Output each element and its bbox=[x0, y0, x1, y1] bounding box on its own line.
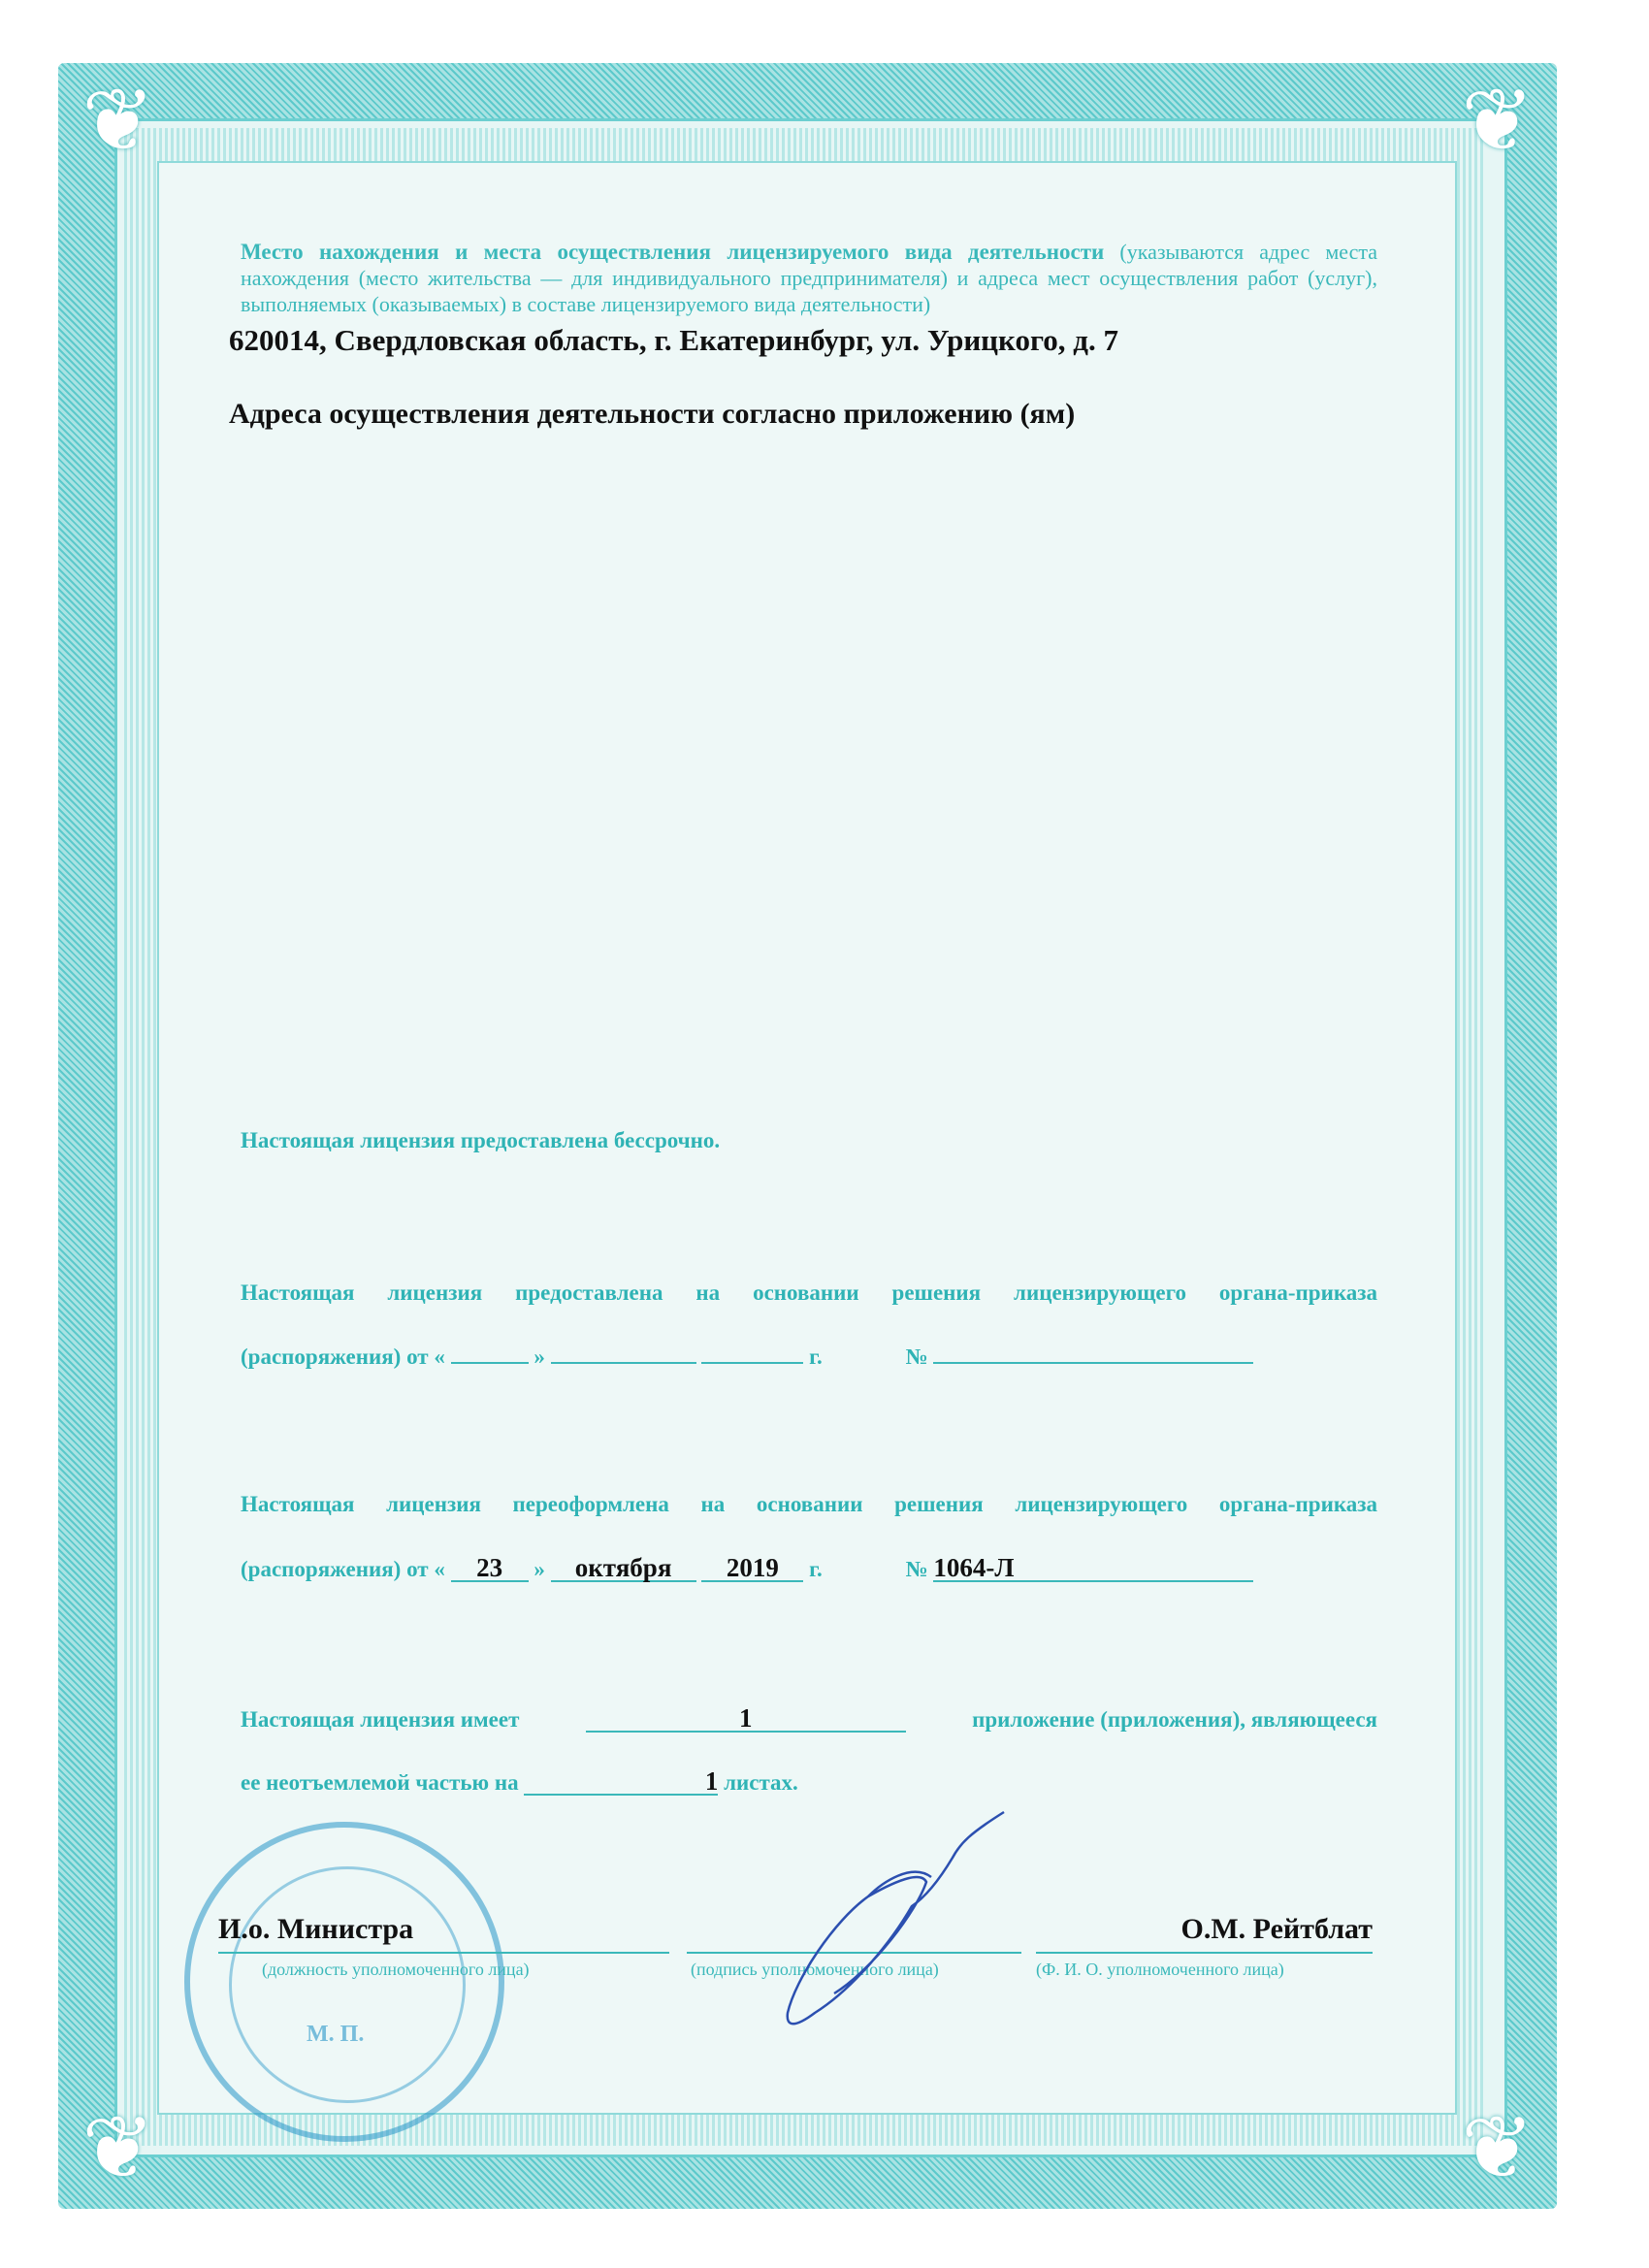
signatory-name: О.М. Рейтблат bbox=[1180, 1913, 1373, 1945]
corner-ornament-icon: ❦ bbox=[81, 74, 155, 170]
corner-ornament-icon: ❦ bbox=[1461, 2101, 1535, 2197]
seal-emblem bbox=[229, 1866, 466, 2103]
official-seal bbox=[184, 1822, 504, 2142]
granted-details: (распоряжения) от « » г. № bbox=[241, 1345, 1377, 1370]
name-line bbox=[1036, 1952, 1373, 1954]
location-title: Место нахождения и места осуществления лицензируемого вида деятельности bbox=[241, 240, 1105, 264]
corner-ornament-icon: ❦ bbox=[1461, 74, 1535, 170]
attachments-sheets: 1 bbox=[524, 1768, 718, 1796]
license-term: Настоящая лицензия предоставлена бессрочно. bbox=[241, 1128, 721, 1152]
caption-name: (Ф. И. О. уполномоченного лица) bbox=[1036, 1960, 1284, 1979]
granted-month bbox=[551, 1362, 696, 1364]
granted-number bbox=[933, 1362, 1253, 1364]
addresses-note: Адреса осуществления деятельности согласно приложению (ям) bbox=[229, 398, 1076, 430]
reissued-details: (распоряжения) от « 23 » октября 2019 г. № 1064-Л bbox=[241, 1555, 1377, 1582]
location-hint: (указываются адрес места нахождения (место жительства — для индивидуального предпринимателя) и адреса мест осуществления работ (услуг), выполняемых (оказываемых) в составе лицензируемого вида деятельности) bbox=[241, 240, 1378, 316]
handwritten-signature bbox=[679, 1804, 1028, 2037]
location-header bbox=[241, 239, 1377, 317]
granted-line: Настоящая лицензия предоставлена на основании решения лицензирующего органа-приказа bbox=[241, 1280, 1377, 1305]
reissued-number: 1064-Л bbox=[933, 1555, 1253, 1582]
corner-ornament-icon: ❦ bbox=[81, 2101, 155, 2197]
granted-year bbox=[701, 1362, 803, 1364]
caption-position: (должность уполномоченного лица) bbox=[262, 1960, 530, 1979]
attachments-sheets-line: ее неотъемлемой частью на 1 листах. bbox=[241, 1766, 798, 1796]
caption-signature: (подпись уполномоченного лица) bbox=[691, 1960, 939, 1979]
granted-day bbox=[451, 1362, 529, 1364]
seal-mp: М. П. bbox=[307, 2022, 365, 2047]
attachments-line: Настоящая лицензия имеет 1 приложение (приложения), являющееся bbox=[241, 1703, 1377, 1733]
attachments-count: 1 bbox=[586, 1705, 906, 1733]
position-line bbox=[218, 1952, 669, 1954]
reissued-line: Настоящая лицензия переоформлена на основании решения лицензирующего органа-приказа bbox=[241, 1492, 1377, 1516]
reissued-year: 2019 bbox=[701, 1555, 803, 1582]
reissued-month: октября bbox=[551, 1555, 696, 1582]
reissued-day: 23 bbox=[451, 1555, 529, 1582]
address: 620014, Свердловская область, г. Екатеринбург, ул. Урицкого, д. 7 bbox=[229, 323, 1118, 357]
signatory-position: И.о. Министра bbox=[218, 1913, 414, 1945]
